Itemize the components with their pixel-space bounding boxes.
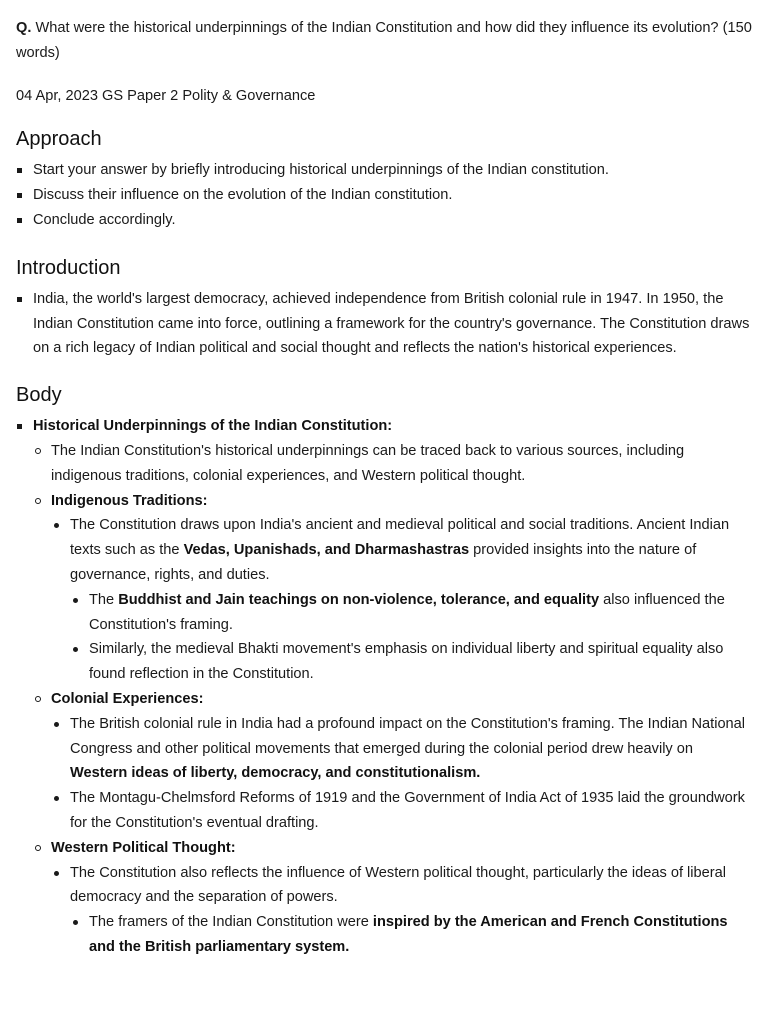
indigenous-s1-bold: Buddhist and Jain teachings on non-violence, tolerance, and equality [118,591,600,608]
indigenous-sublist [70,588,752,687]
colonial-item [51,712,752,786]
colonial-list [51,712,752,836]
indigenous-p1-text: The Constitution draws upon India's ancient and medieval political and social traditions. Ancient Indian texts such as the [70,517,730,559]
indigenous-p1-text-end: provided insights into the nature of governance, rights, and duties. [70,542,697,583]
introduction-item: India, the world's largest democracy, achieved independence from British colonial rule in 1947. In 1950, the Indian Constitution came into force, outlining a framework for the country's governance. The Constitution draws on a rich legacy of Indian political and social thought and reflects the nation's historical experiences. [16,287,752,361]
introduction-heading: Introduction [16,256,121,279]
indigenous-subitem [70,588,752,638]
indigenous-item [51,513,752,687]
western-subitem [70,910,752,960]
indigenous-s1-text: The [89,591,119,608]
sources-list [33,439,752,960]
indigenous-section [33,489,752,687]
overview-item: The Indian Constitution's historical underpinnings can be traced back to various sources, including indigenous traditions, colonial experiences, and Western political thought. [33,439,752,489]
western-title: Western Political Thought: [51,839,236,856]
indigenous-subitem: Similarly, the medieval Bhakti movement's emphasis on individual liberty and spiritual equality also found reflection in the Constitution. [70,637,752,687]
colonial-p1-bold: Western ideas of liberty, democracy, and constitutionalism. [70,765,481,782]
indigenous-s1-text-end: also influenced the Constitution's framing. [89,591,725,633]
approach-item: Discuss their influence on the evolution of the Indian constitution. [16,183,752,208]
approach-heading: Approach [16,128,102,151]
western-item [51,861,752,960]
indigenous-p1-bold: Vedas, Upanishads, and Dharmashastras [183,542,470,559]
article-meta: 04 Apr, 2023 GS Paper 2 Polity & Governance [16,87,316,104]
indigenous-title: Indigenous Traditions: [51,492,208,509]
approach-list [16,158,752,232]
western-sublist [70,910,752,960]
colonial-p1-text: The British colonial rule in India had a profound impact on the Constitution's framing. The Indian National Congress and other political movements that emerged during the colonial period drew heavily on [70,715,746,757]
body-main-point [16,414,752,960]
indigenous-list [51,513,752,687]
colonial-item: The Montagu-Chelmsford Reforms of 1919 and the Government of India Act of 1935 laid the groundwork for the Constitution's eventual drafting. [51,786,752,836]
western-list [51,861,752,960]
approach-item: Conclude accordingly. [16,208,752,233]
body-heading: Body [16,384,62,407]
colonial-title: Colonial Experiences: [51,690,204,707]
colonial-section [33,687,752,836]
question-label: Q. [16,20,32,36]
main-point-title: Historical Underpinnings of the Indian Constitution: [33,418,393,435]
introduction-list [16,287,752,361]
question-text: What were the historical underpinnings of the Indian Constitution and how did they influence its evolution? (150 words) [16,20,752,61]
western-section [33,836,752,960]
body-list [16,414,752,960]
western-p1-text: The Constitution also reflects the influence of Western political thought, particularly the ideas of liberal democracy and the separation of powers. [70,864,726,906]
western-s1-text: The framers of the Indian Constitution were [89,914,373,931]
western-s1-bold: inspired by the American and French Constitutions and the British parliamentary system. [89,914,728,955]
question [16,16,752,66]
approach-item: Start your answer by briefly introducing historical underpinnings of the Indian constitution. [16,158,752,183]
